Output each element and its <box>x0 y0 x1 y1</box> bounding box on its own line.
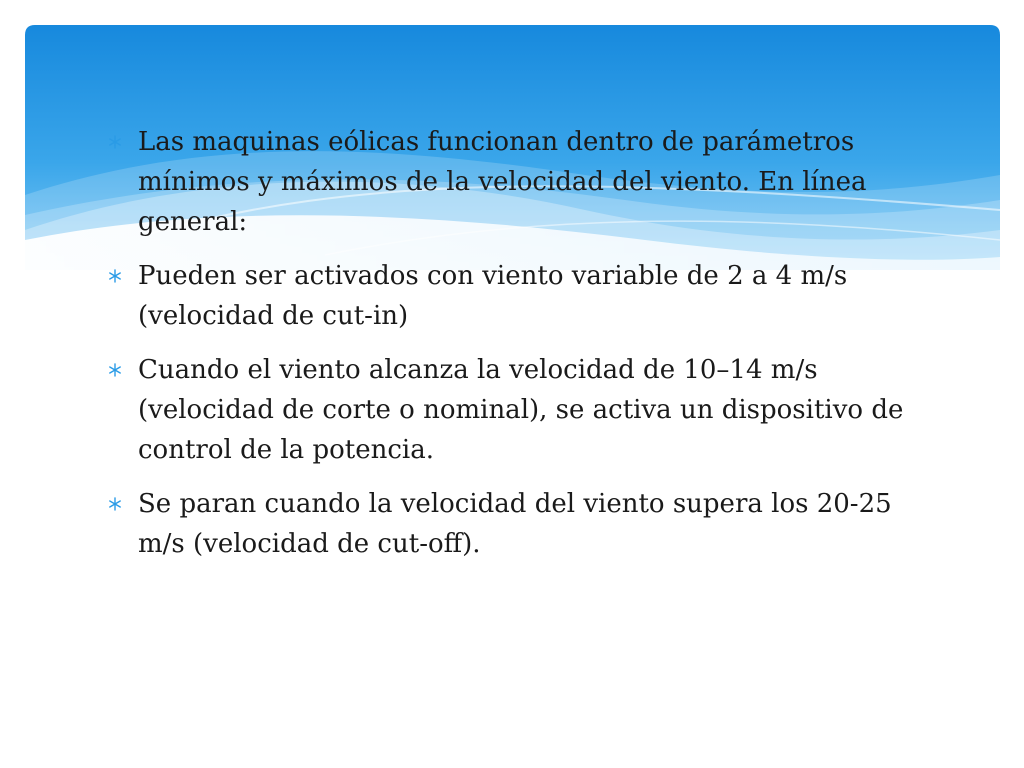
asterisk-bullet-icon <box>106 350 124 390</box>
asterisk-bullet-icon <box>106 122 124 162</box>
bullet-list <box>104 122 924 578</box>
bullet-item <box>104 350 924 470</box>
bullet-text: Las maquinas eólicas funcionan dentro de parámetros mínimos y máximos de la velocidad del viento. En línea general: <box>138 127 867 237</box>
bullet-item <box>104 484 924 564</box>
bullet-text: Cuando el viento alcanza la velocidad de 10–14 m/s (velocidad de corte o nominal), se activa un dispositivo de control de la potencia. <box>138 355 904 465</box>
bullet-item <box>104 256 924 336</box>
asterisk-bullet-icon <box>106 256 124 296</box>
bullet-text: Pueden ser activados con viento variable de 2 a 4 m/s (velocidad de cut-in) <box>138 261 848 331</box>
bullet-item <box>104 122 924 242</box>
asterisk-bullet-icon <box>106 484 124 524</box>
bullet-text: Se paran cuando la velocidad del viento supera los 20-25 m/s (velocidad de cut-off). <box>138 489 892 559</box>
